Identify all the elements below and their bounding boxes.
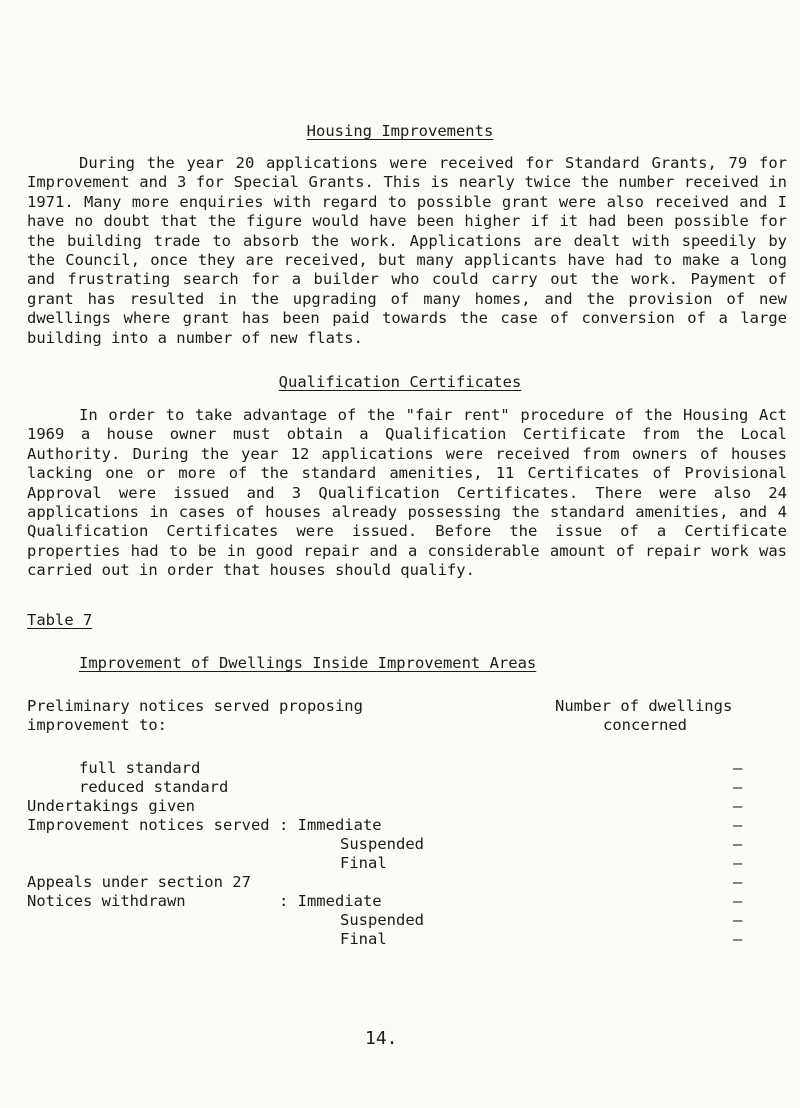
table-row-value: –	[733, 930, 743, 948]
table-header-right-line1: Number of dwellings	[555, 697, 733, 715]
table-row-value: –	[733, 797, 743, 815]
table-row-value: –	[733, 873, 743, 891]
table-row-label: Undertakings given	[27, 797, 195, 815]
table-row-label: Suspended	[340, 911, 424, 929]
table-row-label: reduced standard	[79, 778, 229, 796]
table-row-value: –	[733, 759, 743, 777]
heading-housing-improvements: Housing Improvements	[306, 122, 494, 140]
page-number: 14.	[365, 1028, 398, 1049]
table-row-value: –	[733, 854, 743, 872]
table-row-value: –	[733, 911, 743, 929]
table-row-label: full standard	[79, 759, 201, 777]
table-label: Table 7	[27, 611, 93, 629]
table-row-label: Final	[340, 930, 387, 948]
paragraph-qualification-certificates: In order to take advantage of the "fair rent" procedure of the Housing Act 1969 a house owner must obtain a Qualification Certificate from the Local Authority. During the year 12 applications were received from owners of houses lacking one or more of the standard amenities, 11 Certificates of Provisional Approval were issued and 3 Qualification Certificates. There were also 24 applications in cases of houses already possessing the standard amenities, and 4 Qualification Certificates were issued. Before the issue of a Certificate properties had to be in good repair and a considerable amount of repair work was carried out in order that houses should qualify.	[27, 406, 787, 580]
table-row-label: Improvement notices served : Immediate	[27, 816, 382, 834]
table-row-label: Final	[340, 854, 387, 872]
table-row-label: Suspended	[340, 835, 424, 853]
table-header-right-line2: concerned	[603, 716, 687, 734]
table-row-label: Notices withdrawn : Immediate	[27, 892, 382, 910]
table-header-left-line1: Preliminary notices served proposing	[27, 697, 363, 715]
table-row-value: –	[733, 816, 743, 834]
table-title: Improvement of Dwellings Inside Improvement Areas	[79, 654, 537, 672]
table-header-left-line2: improvement to:	[27, 716, 167, 734]
table-row-value: –	[733, 835, 743, 853]
paragraph-housing-improvements: During the year 20 applications were received for Standard Grants, 79 for Improvement and 3 for Special Grants. This is nearly twice the number received in 1971. Many more enquiries with regard to possible grant were also received and I have no doubt that the figure would have been higher if it had been possible for the building trade to absorb the work. Applications are dealt with speedily by the Council, once they are received, but many applicants have had to make a long and frustrating search for a builder who could carry out the work. Payment of grant has resulted in the upgrading of many homes, and the provision of new dwellings where grant has been paid towards the case of conversion of a large building into a number of new flats.	[27, 154, 787, 347]
table-row-label: Appeals under section 27	[27, 873, 251, 891]
table-row-value: –	[733, 892, 743, 910]
table-row-value: –	[733, 778, 743, 796]
heading-qualification-certificates: Qualification Certificates	[278, 373, 522, 391]
